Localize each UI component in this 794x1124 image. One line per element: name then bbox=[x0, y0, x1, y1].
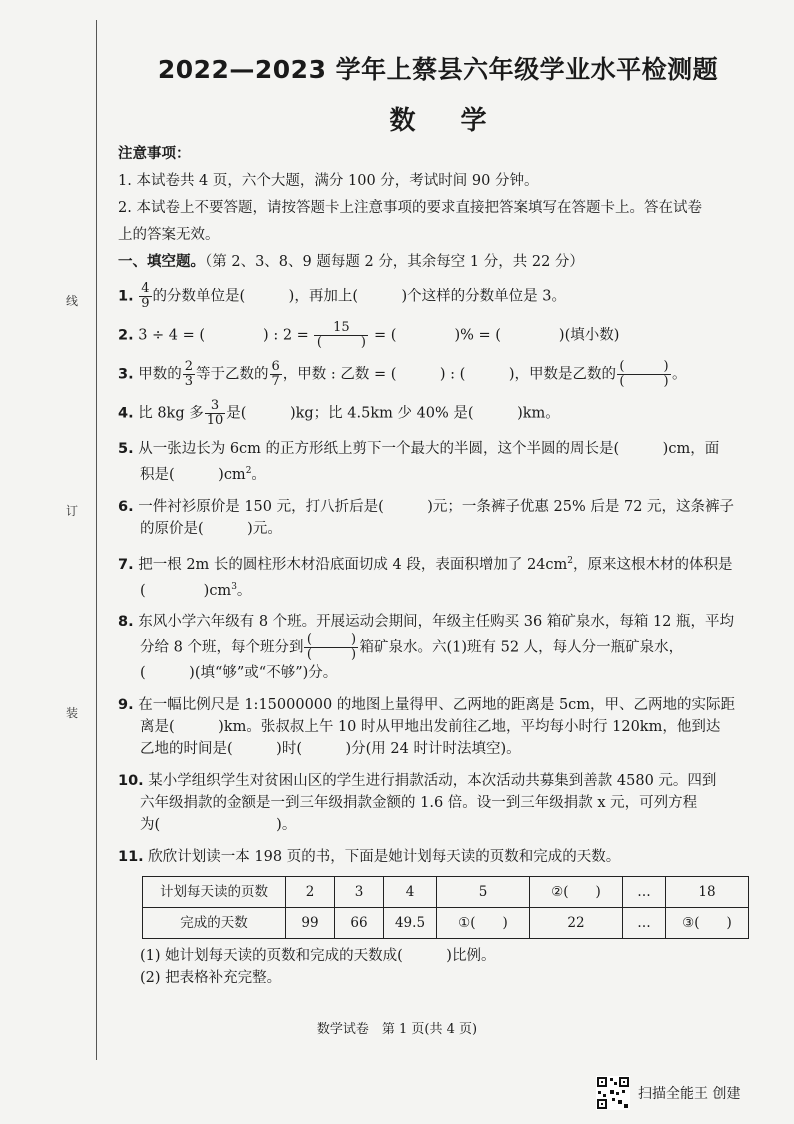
table-cell: 22 bbox=[530, 908, 623, 939]
table-cell: 3 bbox=[335, 877, 384, 908]
table-cell: ①( ) bbox=[437, 908, 530, 939]
binding-label-staple: 订 bbox=[66, 504, 79, 518]
table-row bbox=[143, 908, 749, 939]
exam-page bbox=[118, 46, 758, 999]
binding-margin-line bbox=[96, 20, 97, 1060]
section-1-note: （第 2、3、8、9 题每题 2 分，其余每空 1 分，共 22 分） bbox=[205, 254, 584, 270]
table-cell: 99 bbox=[286, 908, 335, 939]
qr-code-icon bbox=[596, 1076, 630, 1110]
section-1-title: 一、填空题。 bbox=[118, 254, 205, 270]
fraction: $\frac{( )}{( )}$ bbox=[304, 633, 358, 662]
page-footer: 数学试卷 第 1 页(共 4 页) bbox=[316, 1022, 478, 1037]
table-row bbox=[143, 877, 749, 908]
question-11-sub-1: (1) 她计划每天读的页数和完成的天数成( )比例。 bbox=[140, 948, 496, 965]
table-cell: 49.5 bbox=[384, 908, 437, 939]
question-4: 4. 比 8kg 多 $\frac{3}{10}$ 是( )kg；比 4.5km 少 40% 是( )km。 bbox=[118, 398, 560, 428]
question-10: 10. 某小学组织学生对贫困山区的学生进行捐款活动，本次活动共募集到善款 4580 元。四到 六年级捐款的金额是一到三年级捐款金额的 1.6 倍。设一到三年级捐款 x 元，可列方程 为( )。 bbox=[118, 773, 717, 834]
table-cell: ③( ) bbox=[666, 908, 749, 939]
table-cell: 18 bbox=[666, 877, 749, 908]
question-6: 6. 一件衬衫原价是 150 元，打八折后是( )元；一条裤子优惠 25% 后是 72 元，这条裤子 的原价是( )元。 bbox=[118, 498, 735, 537]
fraction: $\frac{( )}{( )}$ bbox=[617, 360, 671, 389]
scanner-label: 扫描全能王 创建 bbox=[638, 1086, 741, 1102]
scanner-watermark bbox=[596, 1076, 740, 1110]
table-cell: 完成的天数 bbox=[143, 908, 286, 939]
binding-label-line: 线 bbox=[66, 294, 79, 308]
notes-item-2: 2. 本试卷上不要答题，请按答题卡上注意事项的要求直接把答案填写在答题卡上。答在试卷 bbox=[118, 200, 702, 216]
question-5: 5. 从一张边长为 6cm 的正方形纸上剪下一个最大的半圆，这个半圆的周长是( )cm，面 积是( )$cm^2$。 bbox=[118, 441, 720, 483]
fraction: $\frac{6}{7}$ bbox=[271, 359, 280, 389]
table-cell: 5 bbox=[437, 877, 530, 908]
table-cell: 计划每天读的页数 bbox=[143, 877, 286, 908]
binding-label-pack: 装 bbox=[66, 706, 79, 720]
fraction: $\frac{2}{3}$ bbox=[184, 359, 193, 389]
question-9: 9. 在一幅比例尺是 1:15000000 的地图上量得甲、乙两地的距离是 5cm，甲、乙两地的实际距 离是( )km。张叔叔上午 10 时从甲地出发前往乙地，平均每小时行 120km，他到达 乙地的时间是( )时( )分(用 24 时计时法填空)。 bbox=[118, 697, 736, 758]
question-11: 11. 欣欣计划读一本 198 页的书，下面是她计划每天读的页数和完成的天数。 计划每天读的页数 2 3 4 5 ②( ) … 18 完成的天数 99 66 49.5 ①( ) 22 … ③( ) (1) 她计划每天读的页数和完成的天数成( )比例。 (2) 把表格补充完整。 bbox=[118, 846, 758, 989]
table-cell: 66 bbox=[335, 908, 384, 939]
question-3: 3. 甲数的 $\frac{2}{3}$ 等于乙数的 $\frac{6}{7}$ ，甲数 : 乙数 = ( ) : ( )，甲数是乙数的 $\frac{( )}{( )}$ 。 bbox=[118, 359, 687, 389]
question-11-sub-2: (2) 把表格补充完整。 bbox=[140, 970, 282, 987]
section-1-header bbox=[118, 252, 758, 272]
notes-heading: 注意事项： bbox=[118, 146, 191, 162]
question-1: 1. $\frac{4}{9}$ 的分数单位是( )，再加上( )个这样的分数单位是 3。 bbox=[118, 281, 566, 311]
fraction: $\frac{3}{10}$ bbox=[206, 398, 224, 428]
notes-item-1: 1. 本试卷共 4 页，六个大题，满分 100 分，考试时间 90 分钟。 bbox=[118, 173, 539, 189]
exam-subject: 数 学 bbox=[389, 106, 505, 136]
table-cell: ②( ) bbox=[530, 877, 623, 908]
table-cell: … bbox=[623, 877, 666, 908]
table-cell: 2 bbox=[286, 877, 335, 908]
exam-title: 2022—2023 学年上蔡县六年级学业水平检测题 bbox=[157, 55, 719, 84]
notes-item-2-cont: 上的答案无效。 bbox=[118, 227, 220, 243]
question-7: 7. 把一根 2m 长的圆柱形木材沿底面切成 4 段，表面积增加了 $24cm^2$，原来这根木材的体积是 ( )$cm^3$。 bbox=[118, 555, 733, 599]
question-2: 2. 3 ÷ 4 = ( ) : 2 = $\frac{15}{( )}$ = ( )% = ( )(填小数) bbox=[118, 320, 620, 350]
question-8: 8. 东风小学六年级有 8 个班。开展运动会期间，年级主任购买 36 箱矿泉水，每箱 12 瓶，平均 分给 8 个班，每个班分到 $\frac{( )}{( )}$ 箱矿泉水。六(1)班有 52 人，每人分一瓶矿泉水， ( )(填“够”或“不够”)分。 bbox=[118, 614, 734, 682]
table-cell: … bbox=[623, 908, 666, 939]
table-cell: 4 bbox=[384, 877, 437, 908]
fraction: $\frac{15}{( )}$ bbox=[314, 321, 368, 350]
reading-plan-table bbox=[142, 876, 749, 939]
fraction: $\frac{4}{9}$ bbox=[141, 281, 150, 311]
